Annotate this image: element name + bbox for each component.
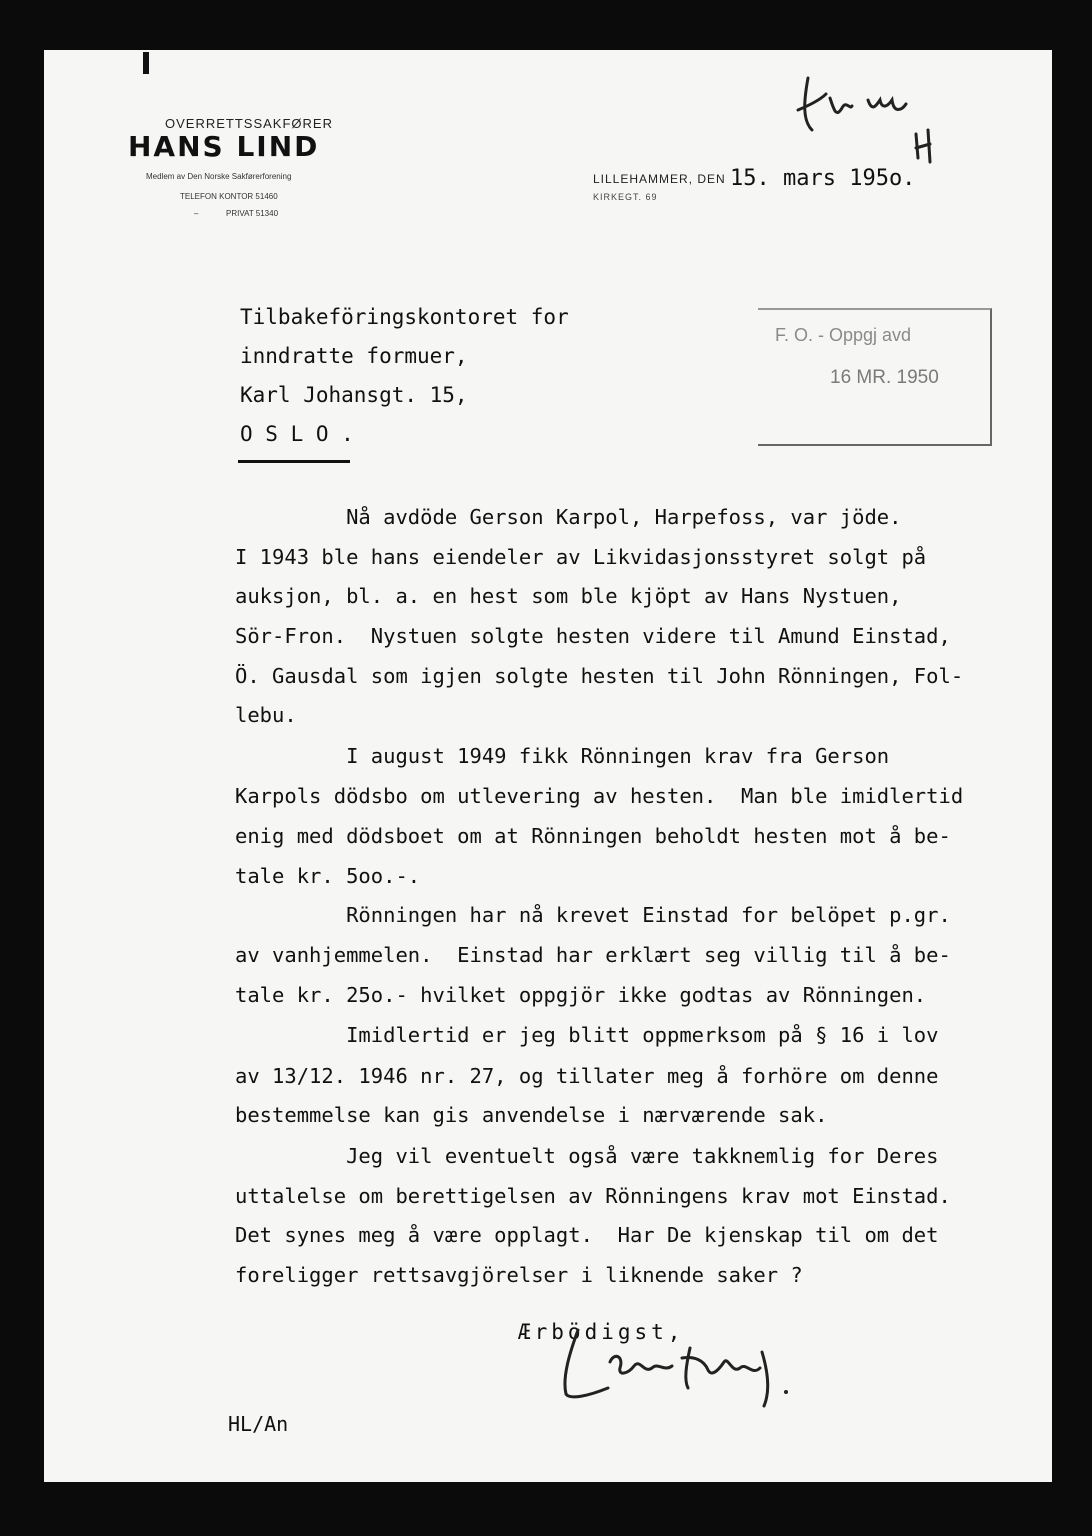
dateline-street: KIRKEGT. 69 [593, 192, 658, 202]
body-line: av 13/12. 1946 nr. 27, og tillater meg å forhöre om denne [235, 1064, 939, 1088]
letterhead-title: OVERRETTSSAKFØRER [165, 116, 333, 131]
body-line: Det synes meg å være opplagt. Har De kjenskap til om det [235, 1223, 939, 1247]
dateline-place: LILLEHAMMER, DEN [593, 172, 726, 186]
closing: Ærbödigst, [518, 1320, 685, 1344]
letterhead-phone-private: PRIVAT 51340 [226, 209, 279, 218]
recipient-line-1: Tilbakeföringskontoret for [240, 305, 569, 329]
body-line: av vanhjemmelen. Einstad har erklært seg villig til å be- [235, 943, 951, 967]
body-line: lebu. [235, 703, 297, 727]
recipient-city: O S L O . [240, 422, 354, 446]
letterhead-dash: – [194, 209, 199, 218]
letterhead-phone-office: TELEFON KONTOR 51460 [180, 192, 278, 201]
body-line: Nå avdöde Gerson Karpol, Harpefoss, var jöde. [235, 505, 902, 529]
body-line: Jeg vil eventuelt også være takknemlig for Deres [235, 1144, 939, 1168]
body-line: Karpols dödsbo om utlevering av hesten. Man ble imidlertid [235, 784, 964, 808]
handwritten-signature [548, 1322, 808, 1412]
body-line: auksjon, bl. a. en hest som ble kjöpt av Hans Nystuen, [235, 584, 902, 608]
letterhead-name: HANS LIND [128, 130, 320, 163]
body-line: foreligger rettsavgjörelser i liknende saker ? [235, 1263, 803, 1287]
body-line: uttalelse om berettigelsen av Rönningens krav mot Einstad. [235, 1184, 951, 1208]
city-underline [238, 460, 350, 463]
body-line: Ö. Gausdal som igjen solgte hesten til John Rönningen, Fol- [235, 664, 964, 688]
body-line: tale kr. 25o.- hvilket oppgjör ikke godtas av Rönningen. [235, 983, 927, 1007]
body-line: I 1943 ble hans eiendeler av Likvidasjonsstyret solgt på [235, 545, 927, 569]
body-line: enig med dödsboet om at Rönningen beholdt hesten mot å be- [235, 824, 951, 848]
letterhead-member: Medlem av Den Norske Sakførerforening [146, 172, 292, 181]
stamp-text: F. O. - Oppgj avd [775, 325, 912, 345]
body-line: bestemmelse kan gis anvendelse i nærværende sak. [235, 1103, 828, 1127]
recipient-line-2: inndratte formuer, [240, 344, 468, 368]
body-line: tale kr. 5oo.-. [235, 864, 421, 888]
stamp-date: 16 MR. 1950 [830, 367, 939, 388]
body-line: Imidlertid er jeg blitt oppmerksom på § 16 i lov [235, 1023, 939, 1047]
reference-initials: HL/An [228, 1412, 289, 1436]
dateline-date: 15. mars 195o. [730, 166, 916, 191]
body-line: Rönningen har nå krevet Einstad for belöpet p.gr. [235, 903, 951, 927]
body-line: Sör-Fron. Nystuen solgte hesten videre til Amund Einstad, [235, 624, 951, 648]
scan-speck [143, 52, 149, 74]
body-line: I august 1949 fikk Rönningen krav fra Gerson [235, 744, 890, 768]
recipient-line-3: Karl Johansgt. 15, [240, 383, 468, 407]
handwritten-margin-note [790, 70, 950, 165]
